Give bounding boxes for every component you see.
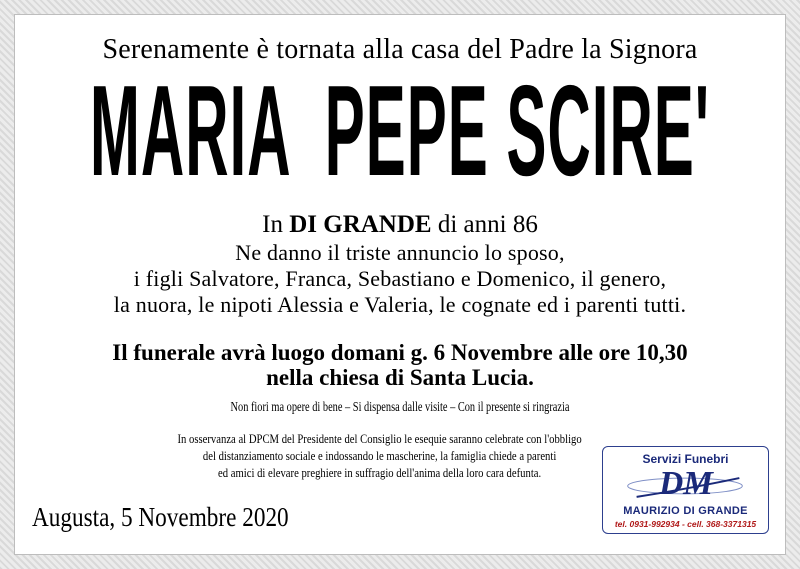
deceased-name: MARIA PEPE SCIRE': [89, 58, 711, 203]
age-text: di anni 86: [437, 211, 538, 238]
intro-text: Serenamente è tornata alla casa del Padre la Signora: [102, 34, 698, 65]
maiden-surname: DI GRANDE: [289, 211, 432, 238]
announce-line: la nuora, le nipoti Alessia e Valeria, le cognate ed i parenti tutti.: [113, 292, 687, 317]
funeral-line: nella chiesa di Santa Lucia.: [266, 365, 534, 390]
funeral-info: [14, 340, 786, 390]
agency-contact: tel. 0931-992934 - cell. 368-3371315: [614, 519, 757, 529]
flowers-note: Non fiori ma opere di bene – Si dispensa dalle visite – Con il presente si ringrazia: [230, 400, 570, 415]
place-date: Augusta, 5 Novembre 2020: [32, 502, 289, 532]
funeral-line: Il funerale avrà luogo domani g. 6 Novembre alle ore 10,30: [112, 340, 688, 365]
covid-notice: [150, 430, 609, 481]
announce-line: i figli Salvatore, Franca, Sebastiano e Domenico, il genero,: [133, 266, 667, 291]
agency-name: MAURIZIO DI GRANDE: [623, 505, 748, 517]
agency-monogram-icon: [603, 464, 768, 504]
maiden-name-line: [14, 211, 786, 239]
agency-title: Servizi Funebri: [642, 452, 729, 466]
announce-line: Ne danno il triste annuncio lo sposo,: [235, 240, 565, 265]
covid-line: del distanziamento sociale e indossando le mascherine, la famiglia chiede a parenti: [202, 448, 557, 463]
monogram-text: DM: [658, 464, 714, 502]
covid-line: In osservanza al DPCM del Presidente del Consiglio le esequie saranno celebrate con l'obbligo: [177, 431, 582, 446]
announcement: [14, 240, 786, 318]
funeral-agency-logo: [602, 446, 769, 534]
notice-body: [14, 14, 786, 555]
covid-line: ed amici di elevare preghiere in suffragio dell'anima della loro cara defunta.: [218, 465, 542, 480]
maiden-prefix: In: [262, 211, 283, 238]
